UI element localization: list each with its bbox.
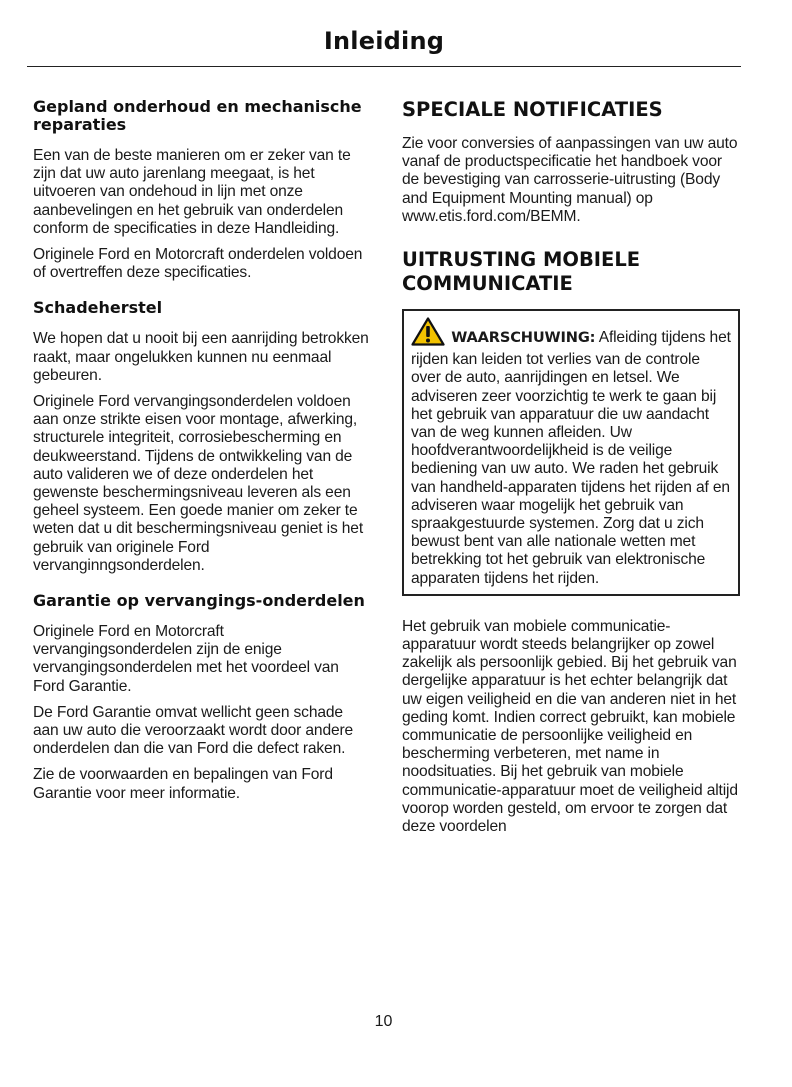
page-header [27, 26, 741, 67]
warning-label: WAARSCHUWING: [451, 329, 596, 347]
section-heading-mobiele-communicatie: UITRUSTING MOBIELE COMMUNICATIE [402, 248, 641, 296]
warning-box [402, 309, 740, 596]
warning-text: Afleiding tijdens het rijden kan leiden tot verlies van de controle over de auto, aanrijdingen en letsel. We adviseren zeer voorzichtig te werk te gaan bij het gebruik van apparatuur die uw aandacht van de weg kunnen afleiden. Uw hoofdverantwoordelijkheid is de veilige bediening van uw auto. We raden het gebruik van handheld-apparaten tijdens het rijden af en adviseren waar mogelijk het gebruik van spraakgestuurde systemen. Zorg dat u zich bewust bent van alle nationale wetten met betrekking tot het gebruik van elektronische apparaten tijdens het rijden. [411, 329, 731, 587]
paragraph: Originele Ford vervangingsonderdelen voldoen aan onze strikte eisen voor montage, afwerking, structurele integriteit, corrosiebescherming en deukweerstand. Tijdens de ontwikkeling van de auto valideren we of deze onderdelen het gewenste beschermingsniveau leveren als een geheel systeem. Een goede manier om zeker te weten dat u dit beschermingsniveau geniet is het gebruik van originele Ford vervanginngsonderdelen. [33, 393, 364, 574]
paragraph: Originele Ford en Motorcraft vervangingsonderdelen zijn de enige vervangingsonderdelen met het voordeel van Ford Garantie. [33, 623, 339, 695]
section-heading-garantie: Garantie op vervangings-onderdelen [33, 591, 365, 611]
paragraph: De Ford Garantie omvat wellicht geen schade aan uw auto die veroorzaakt wordt door andere onderdelen dan die van Ford die defect raken. [33, 703, 354, 758]
page-title: Inleiding [323, 27, 445, 55]
section-heading-speciale-notificaties: SPECIALE NOTIFICATIES [402, 98, 663, 121]
left-column [33, 98, 371, 811]
paragraph: Zie voor conversies of aanpassingen van uw auto vanaf de productspecificatie het handboek voor de bevestiging van carrosserie-uitrusting (Body and Equipment Mounting manual) op www.etis.ford.com/BEMM. [402, 135, 738, 225]
page-number: 10 [374, 1013, 393, 1030]
section-heading-schadeherstel: Schadeherstel [33, 298, 163, 318]
paragraph: Zie de voorwaarden en bepalingen van Ford Garantie voor meer informatie. [33, 766, 333, 802]
section-heading-onderhoud: Gepland onderhoud en mechanische reparaties [33, 97, 362, 134]
warning-text-block [411, 317, 731, 588]
paragraph: Originele Ford en Motorcraft onderdelen voldoen of overtreffen deze specificaties. [33, 246, 363, 282]
paragraph: We hopen dat u nooit bij een aanrijding betrokken raakt, maar ongelukken kunnen nu eenmaal gebeuren. [33, 330, 369, 384]
warning-triangle-icon [411, 317, 445, 351]
paragraph: Het gebruik van mobiele communicatie-apparatuur wordt steeds belangrijker op zowel zakelijk als persoonlijk gebied. Bij het gebruik van dergelijke apparatuur is het echter belangrijk dat uw eigen veiligheid en die van anderen niet in het geding komt. Indien correct gebruikt, kan mobiele communicatie de persoonlijke veiligheid en bescherming verbeteren, met name in noodsituaties. Bij het gebruik van mobiele communicatie-apparatuur moet de veiligheid altijd voorop worden gesteld, om ervoor te zorgen dat deze voordelen [402, 617, 738, 836]
paragraph: Een van de beste manieren om er zeker van te zijn dat uw auto jarenlang meegaat, is het uitvoeren van ondehoud in lijn met onze aanbevelingen en het gebruik van onderdelen conform de specificaties in deze Handleiding. [33, 147, 351, 237]
right-column [402, 98, 740, 844]
